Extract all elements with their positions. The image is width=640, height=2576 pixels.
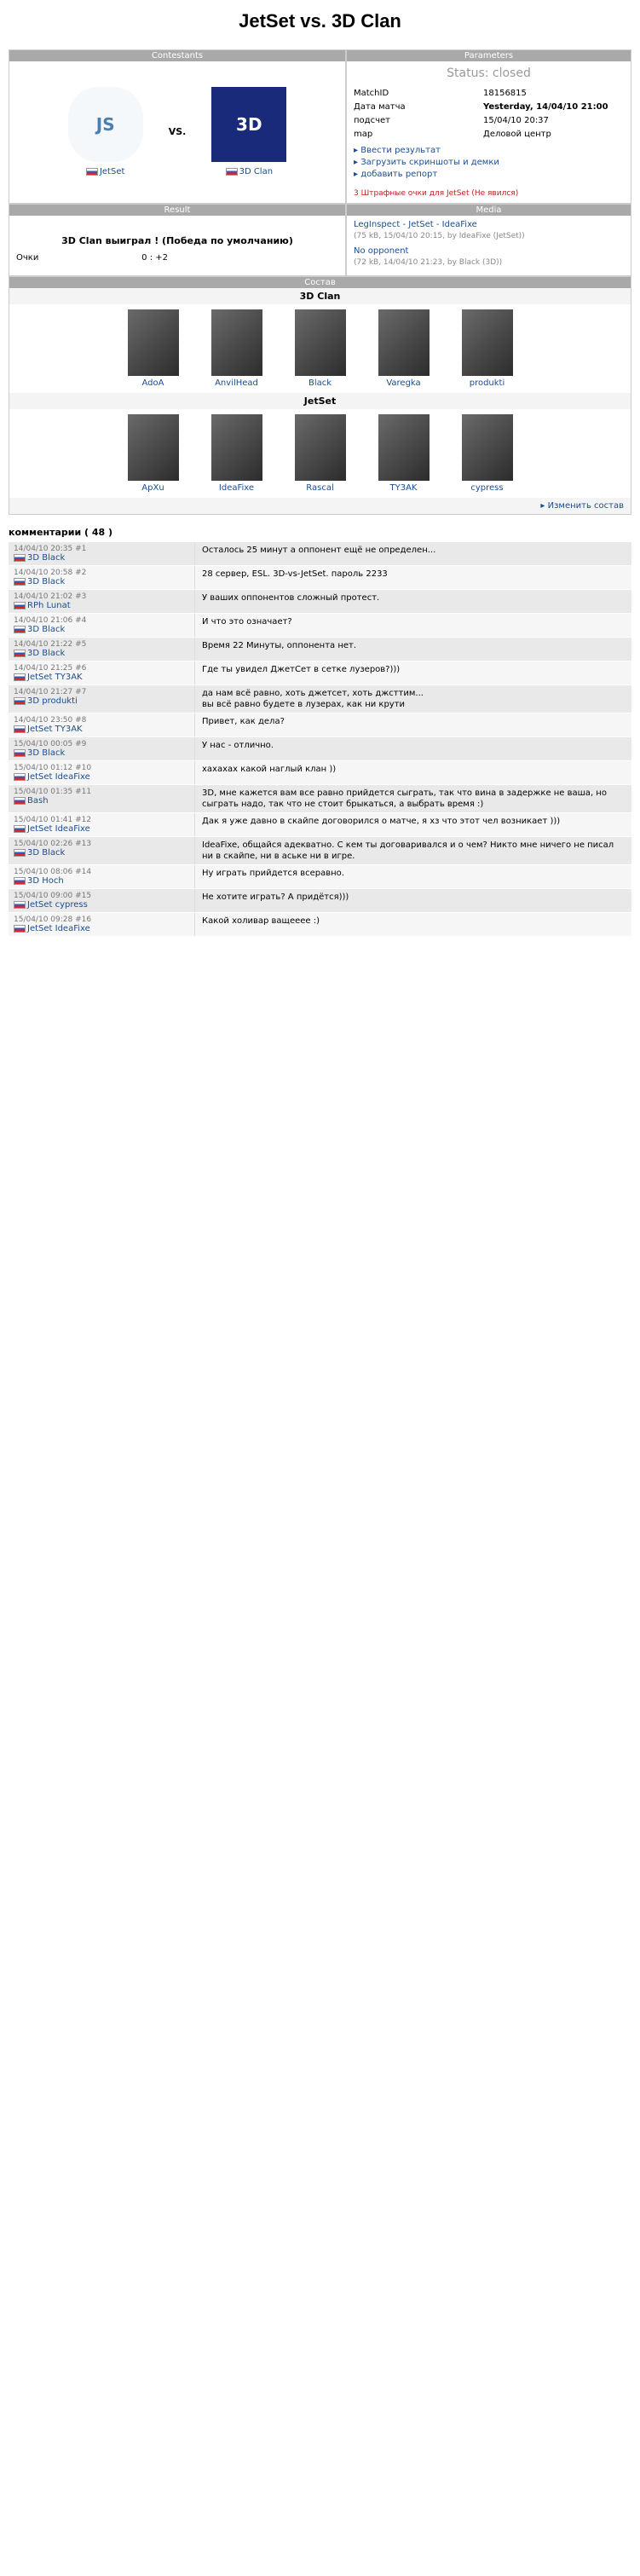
comment [9, 541, 631, 565]
param-value: 18156815 [483, 88, 527, 98]
comment-meta [9, 638, 194, 661]
media-title[interactable]: No opponent [354, 246, 409, 256]
comment-meta [9, 685, 194, 713]
author-name[interactable]: JetSet TY3AK [27, 673, 83, 682]
contestants [9, 61, 345, 202]
comment-text: У нас - отлично. [194, 737, 631, 760]
comment [9, 713, 631, 736]
team1-players [9, 409, 631, 498]
contestants-header: Contestants [9, 50, 345, 61]
player[interactable] [374, 309, 434, 388]
comment-text: Ну играть прийдется всеравно. [194, 865, 631, 888]
flag-icon [14, 877, 26, 885]
player[interactable] [207, 309, 267, 388]
result [9, 216, 345, 275]
team1-name[interactable]: JetSet [99, 167, 125, 176]
parameters-header: Parameters [347, 50, 631, 61]
flag-icon [14, 925, 26, 933]
flag-icon [14, 749, 26, 757]
comment-text: 3D, мне кажется вам все равно прийдется сыграть, так что вина в задержке не ваша, но сыграть надо, так что не стоит брыкаться, а выбрать время :) [194, 785, 631, 812]
comment-text: У ваших оппонентов сложный протест. [194, 590, 631, 613]
comment-date: 15/04/10 09:00 #15 [14, 892, 92, 900]
avatar[interactable] [295, 309, 346, 376]
comment-meta [9, 865, 194, 888]
player-name[interactable]: TY3AK [389, 483, 418, 493]
flag-icon [14, 554, 26, 562]
comment [9, 912, 631, 936]
flag-icon [14, 725, 26, 733]
player[interactable] [291, 414, 350, 493]
media-item[interactable] [354, 219, 624, 242]
comment-meta [9, 713, 194, 736]
comment-author[interactable] [14, 772, 189, 782]
result-header: Result [9, 205, 345, 216]
media-sub: (75 kB, 15/04/10 20:15, by IdeaFixe (JetSet)) [354, 232, 525, 240]
comment-date: 14/04/10 21:25 #6 [14, 664, 87, 673]
points-label: Очки [16, 253, 39, 263]
comment-author[interactable] [14, 553, 189, 563]
comment-author[interactable] [14, 673, 189, 682]
comment-text: хахахах какой наглый клан )) [194, 761, 631, 784]
player-name[interactable]: Black [308, 378, 332, 388]
top-section [9, 49, 631, 204]
author-name[interactable]: JetSet IdeaFixe [27, 924, 90, 933]
player[interactable] [374, 414, 434, 493]
param-label: MatchID [354, 88, 389, 98]
team2-header: 3D Clan [9, 288, 631, 304]
flag-icon [14, 825, 26, 833]
contestants-box [9, 49, 346, 204]
comment [9, 784, 631, 812]
comment-date: 14/04/10 20:58 #2 [14, 569, 87, 577]
flag-icon [14, 901, 26, 909]
comment-date: 15/04/10 01:41 #12 [14, 816, 92, 824]
comment-meta [9, 837, 194, 864]
flag-icon [14, 626, 26, 633]
comment [9, 736, 631, 760]
team1-logo[interactable]: JS [68, 87, 143, 162]
points-value: 0 : +2 [141, 253, 168, 263]
media-list [347, 216, 631, 272]
player-name[interactable]: cypress [470, 483, 504, 493]
param-row [349, 128, 614, 140]
edit-lineup-label[interactable]: Изменить состав [547, 501, 624, 511]
comment-date: 15/04/10 01:12 #10 [14, 764, 92, 772]
author-name[interactable]: JetSet TY3AK [27, 725, 83, 734]
param-row [349, 87, 614, 99]
comments-title: комментарии ( 48 ) [9, 527, 113, 538]
comment-author[interactable] [14, 848, 189, 858]
player-name[interactable]: AdoA [141, 378, 164, 388]
player-name[interactable]: IdeaFixe [218, 483, 255, 493]
flag-icon [14, 650, 26, 657]
comment-date: 14/04/10 21:06 #4 [14, 616, 87, 625]
link-label[interactable]: Ввести результат [360, 146, 441, 155]
author-name[interactable]: 3D Black [27, 649, 66, 658]
comment-author[interactable] [14, 796, 189, 806]
media-title[interactable]: LegInspect - JetSet - IdeaFixe [354, 220, 477, 229]
flag-icon [226, 168, 238, 176]
player[interactable] [458, 309, 517, 388]
param-row [349, 114, 614, 126]
comment-text: Время 22 Минуты, оппонента нет. [194, 638, 631, 661]
author-name[interactable]: 3D Black [27, 577, 66, 586]
comment [9, 613, 631, 637]
author-name[interactable]: 3D Black [27, 848, 66, 858]
lineup-header: Состав [9, 277, 631, 288]
comment-date: 15/04/10 02:26 #13 [14, 840, 92, 848]
vs-label: VS. [168, 126, 187, 137]
comment-text: И что это означает? [194, 614, 631, 637]
player-name[interactable]: ApXu [141, 483, 164, 493]
author-name[interactable]: JetSet IdeaFixe [27, 772, 90, 782]
comment-text: IdeaFixe, общайся адекватно. С кем ты договаривался и о чем? Никто мне ничего не писал ни в скайпе, ни в аське ни в игре. [194, 837, 631, 864]
comment-meta [9, 661, 194, 684]
comment-author[interactable] [14, 900, 189, 910]
comment-author[interactable] [14, 824, 189, 834]
avatar[interactable] [211, 309, 262, 376]
team1[interactable] [68, 87, 143, 176]
comment-author[interactable] [14, 696, 189, 706]
points [9, 253, 345, 263]
comment-date: 15/04/10 01:35 #11 [14, 788, 92, 796]
media-box [346, 204, 631, 276]
team2-players [9, 304, 631, 393]
avatar[interactable] [211, 414, 262, 481]
comment-meta [9, 566, 194, 589]
media-item[interactable] [354, 245, 624, 269]
comment-meta [9, 614, 194, 637]
comment-text: Привет, как дела? [194, 713, 631, 736]
parameters-box [346, 49, 631, 204]
comment-date: 14/04/10 21:02 #3 [14, 592, 87, 601]
penalty-note: 3 Штрафные очки для JetSet (Не явился) [354, 189, 519, 198]
upload-link[interactable]: ▸ Загрузить скриншоты и демки [354, 158, 499, 167]
comment [9, 760, 631, 784]
flag-icon [14, 578, 26, 586]
comment-date: 14/04/10 20:35 #1 [14, 545, 87, 553]
link-label[interactable]: Загрузить скриншоты и демки [360, 158, 499, 167]
comment-text: да нам всё равно, хоть джетсет, хоть джсттим... вы всё равно будете в лузерах, как ни крути [194, 685, 631, 713]
param-label: map [354, 129, 373, 139]
comment [9, 888, 631, 912]
comment-text: Какой холивар ващееее :) [194, 913, 631, 936]
comment-date: 14/04/10 21:22 #5 [14, 640, 87, 649]
comment-meta [9, 590, 194, 613]
author-name[interactable]: JetSet IdeaFixe [27, 824, 90, 834]
comment-author[interactable] [14, 725, 189, 734]
comment-meta [9, 889, 194, 912]
player-name[interactable]: AnvilHead [215, 378, 258, 388]
edit-lineup-link[interactable]: ▸ Изменить состав [9, 498, 631, 514]
comment [9, 836, 631, 864]
result-box [9, 204, 346, 276]
result-section [9, 204, 631, 276]
author-name[interactable]: 3D Black [27, 748, 66, 758]
page [0, 0, 640, 936]
player[interactable] [291, 309, 350, 388]
author-name[interactable]: Bash [27, 796, 49, 806]
comment-author[interactable] [14, 625, 189, 634]
comment-meta [9, 913, 194, 936]
player[interactable] [458, 414, 517, 493]
avatar[interactable] [128, 414, 179, 481]
comment-meta [9, 761, 194, 784]
team2[interactable] [211, 87, 286, 176]
param-value: Деловой центр [483, 129, 551, 139]
player-name[interactable]: Rascal [306, 483, 334, 493]
author-name[interactable]: RPh Lunat [27, 601, 71, 610]
comment-meta [9, 737, 194, 760]
result-text: 3D Clan выиграл ! (Победа по умолчанию) [61, 235, 293, 246]
comment-text: Осталось 25 минут а оппонент ещё не определен... [194, 542, 631, 565]
params-table [347, 85, 615, 142]
avatar[interactable] [462, 414, 513, 481]
comment-date: 15/04/10 08:06 #14 [14, 868, 92, 876]
param-value: Yesterday, 14/04/10 21:00 [483, 101, 608, 112]
flag-icon [14, 797, 26, 805]
team2-logo[interactable]: 3D [211, 87, 286, 162]
avatar[interactable] [378, 309, 430, 376]
player[interactable] [124, 414, 183, 493]
status: Status: closed [447, 66, 531, 80]
param-row [349, 101, 614, 113]
flag-icon [14, 602, 26, 609]
avatar[interactable] [295, 414, 346, 481]
comment-author[interactable] [14, 876, 189, 886]
comment [9, 684, 631, 713]
actions [347, 142, 631, 184]
comment-date: 15/04/10 00:05 #9 [14, 740, 87, 748]
comment [9, 661, 631, 684]
flag-icon [14, 849, 26, 857]
comment-author[interactable] [14, 748, 189, 758]
author-name[interactable]: JetSet cypress [27, 900, 88, 910]
team2-name[interactable]: 3D Clan [239, 167, 274, 176]
comment [9, 565, 631, 589]
flag-icon [86, 168, 98, 176]
comment-author[interactable] [14, 924, 189, 933]
comment-author[interactable] [14, 649, 189, 658]
comment-text: Дак я уже давно в скайпе договорился о матче, я хз что этот чел возникает ))) [194, 813, 631, 836]
comment-date: 14/04/10 23:50 #8 [14, 716, 87, 725]
avatar[interactable] [462, 309, 513, 376]
param-label: Дата матча [354, 101, 406, 112]
enter-result-link[interactable]: ▸ Ввести результат [354, 146, 441, 155]
lineup-box [9, 276, 631, 515]
flag-icon [14, 773, 26, 781]
player[interactable] [207, 414, 267, 493]
player-name[interactable]: produkti [469, 378, 505, 388]
comment-author[interactable] [14, 577, 189, 586]
comment-date: 14/04/10 21:27 #7 [14, 688, 87, 696]
comment-author[interactable] [14, 601, 189, 610]
link-label[interactable]: добавить репорт [360, 170, 438, 179]
comment-meta [9, 785, 194, 812]
player[interactable] [124, 309, 183, 388]
comment-text: Не хотите играть? А придётся))) [194, 889, 631, 912]
media-header: Media [347, 205, 631, 216]
comment [9, 589, 631, 613]
comment [9, 637, 631, 661]
comment-text: 28 сервер, ESL. 3D-vs-JetSet. пароль 2233 [194, 566, 631, 589]
flag-icon [14, 697, 26, 705]
flag-icon [14, 673, 26, 681]
author-name[interactable]: 3D Black [27, 625, 66, 634]
media-sub: (72 kB, 14/04/10 21:23, by Black (3D)) [354, 258, 503, 267]
comments-list [9, 541, 631, 936]
avatar[interactable] [128, 309, 179, 376]
author-name[interactable]: 3D Black [27, 553, 66, 563]
comment-date: 15/04/10 09:28 #16 [14, 915, 92, 924]
param-label: подсчет [354, 115, 390, 125]
comment-meta [9, 542, 194, 565]
author-name[interactable]: 3D produkti [27, 696, 78, 706]
avatar[interactable] [378, 414, 430, 481]
page-title: JetSet vs. 3D Clan [239, 10, 401, 32]
player-name[interactable]: Varegka [386, 378, 421, 388]
comment-text: Где ты увидел ДжетСет в сетке лузеров?))) [194, 661, 631, 684]
comment [9, 864, 631, 888]
report-link[interactable]: ▸ добавить репорт [354, 170, 438, 179]
author-name[interactable]: 3D Hoch [27, 876, 64, 886]
param-value: 15/04/10 20:37 [483, 115, 549, 125]
team1-header: JetSet [9, 393, 631, 409]
comment [9, 812, 631, 836]
comment-meta [9, 813, 194, 836]
